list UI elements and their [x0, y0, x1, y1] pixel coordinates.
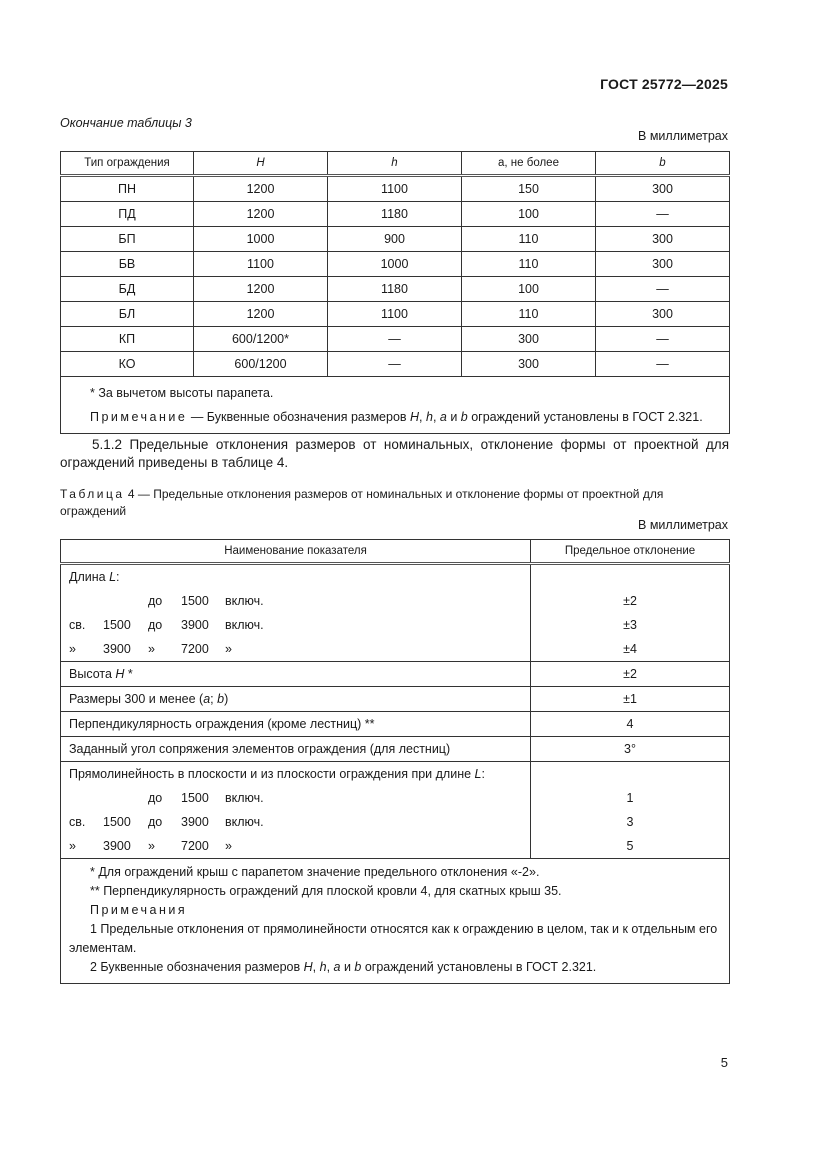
cell: 300	[596, 227, 730, 252]
page-number: 5	[720, 1055, 728, 1070]
table-row	[61, 352, 730, 377]
cell: ПН	[61, 176, 194, 202]
table-row	[61, 637, 730, 662]
table-row	[61, 810, 730, 834]
cell: 1000	[328, 252, 462, 277]
cell: КП	[61, 327, 194, 352]
cell: 300	[596, 252, 730, 277]
cell: 150	[462, 176, 596, 202]
cell: » 3900 » 7200 »	[61, 834, 531, 859]
cell: —	[596, 327, 730, 352]
cell: до 1500 включ.	[61, 589, 531, 613]
cell: Перпендикулярность ограждения (кроме лестниц) **	[61, 712, 531, 737]
cell: 1	[531, 786, 730, 810]
cell: БВ	[61, 252, 194, 277]
column-header: Наименование показателя	[61, 540, 531, 564]
cell: Прямолинейность в плоскости и из плоскости ограждения при длине L:	[61, 762, 531, 787]
cell: » 3900 » 7200 »	[61, 637, 531, 662]
cell: Длина L:	[61, 564, 531, 590]
table3-units: В миллиметрах	[638, 129, 728, 143]
cell: —	[596, 352, 730, 377]
cell: 3	[531, 810, 730, 834]
document-code: ГОСТ 25772—2025	[600, 76, 728, 92]
footnote: * Для ограждений крыш с парапетом значение предельного отклонения «-2».	[90, 865, 540, 879]
note: 1 Предельные отклонения от прямолинейности относятся как к ограждению в целом, так и к отдельным его элементам.	[69, 922, 718, 955]
cell: 100	[462, 277, 596, 302]
table-row	[61, 252, 730, 277]
cell: 5	[531, 834, 730, 859]
cell: 600/1200	[194, 352, 328, 377]
column-header: h	[328, 152, 462, 176]
cell: 1180	[328, 277, 462, 302]
cell: 110	[462, 252, 596, 277]
note: 2 Буквенные обозначения размеров H, h, a и b ограждений установлены в ГОСТ 2.321.	[90, 960, 597, 974]
cell: 1000	[194, 227, 328, 252]
column-header: Предельное отклонение	[531, 540, 730, 564]
table-row	[61, 277, 730, 302]
cell: ПД	[61, 202, 194, 227]
column-header: Тип ограждения	[61, 152, 194, 176]
table-header-row	[61, 152, 730, 176]
table-row	[61, 202, 730, 227]
cell: ±1	[531, 687, 730, 712]
cell: 300	[462, 352, 596, 377]
table-row	[61, 762, 730, 787]
column-header: a, не более	[462, 152, 596, 176]
footnote: * За вычетом высоты парапета.	[90, 386, 274, 400]
table4-caption: Таблица 4 — Предельные отклонения размеров от номинальных и отклонение формы от проектной для ограждений	[60, 487, 664, 518]
cell: 1100	[328, 302, 462, 327]
cell: 1180	[328, 202, 462, 227]
cell: 110	[462, 227, 596, 252]
table-row	[61, 712, 730, 737]
footnote: ** Перпендикулярность ограждений для плоской кровли 4, для скатных крыш 35.	[90, 884, 562, 898]
cell: Высота H *	[61, 662, 531, 687]
table3-caption: Окончание таблицы 3	[60, 116, 192, 130]
cell: 100	[462, 202, 596, 227]
cell: ±4	[531, 637, 730, 662]
cell: 1100	[194, 252, 328, 277]
cell: 110	[462, 302, 596, 327]
cell: 4	[531, 712, 730, 737]
table-row	[61, 613, 730, 637]
table4-units: В миллиметрах	[638, 518, 728, 532]
cell: ±3	[531, 613, 730, 637]
cell: КО	[61, 352, 194, 377]
cell: БД	[61, 277, 194, 302]
paragraph-5-1-2: 5.1.2 Предельные отклонения размеров от номинальных, отклонение формы от проектной для ограждений приведены в таблице 4.	[60, 437, 729, 470]
cell: —	[328, 327, 462, 352]
cell: БЛ	[61, 302, 194, 327]
cell: ±2	[531, 662, 730, 687]
cell: ±2	[531, 589, 730, 613]
table-row	[61, 662, 730, 687]
cell: 300	[462, 327, 596, 352]
cell: Заданный угол сопряжения элементов ограждения (для лестниц)	[61, 737, 531, 762]
cell	[531, 762, 730, 787]
table-footnotes	[61, 377, 730, 434]
cell: 1100	[328, 176, 462, 202]
table-4	[60, 539, 730, 984]
table-row	[61, 327, 730, 352]
column-header: H	[194, 152, 328, 176]
table-row	[61, 834, 730, 859]
table-row	[61, 302, 730, 327]
cell: 300	[596, 176, 730, 202]
cell: 1200	[194, 176, 328, 202]
column-header: b	[596, 152, 730, 176]
cell: 300	[596, 302, 730, 327]
table-header-row	[61, 540, 730, 564]
table-row	[61, 737, 730, 762]
table-row	[61, 564, 730, 590]
table-footnotes	[61, 859, 730, 984]
cell: 1200	[194, 302, 328, 327]
table-row	[61, 687, 730, 712]
cell: —	[596, 277, 730, 302]
table-row	[61, 176, 730, 202]
cell: 1200	[194, 277, 328, 302]
cell: до 1500 включ.	[61, 786, 531, 810]
cell: 1200	[194, 202, 328, 227]
table-row	[61, 589, 730, 613]
notes-label: Примечания	[90, 903, 188, 917]
cell: 3°	[531, 737, 730, 762]
cell: 900	[328, 227, 462, 252]
table-row	[61, 786, 730, 810]
cell: БП	[61, 227, 194, 252]
table-footer-row	[61, 859, 730, 984]
cell: 600/1200*	[194, 327, 328, 352]
cell: св. 1500 до 3900 включ.	[61, 613, 531, 637]
table-row	[61, 227, 730, 252]
note: Примечание — Буквенные обозначения размеров H, h, a и b ограждений установлены в ГОСТ 2.321.	[90, 410, 703, 424]
cell: св. 1500 до 3900 включ.	[61, 810, 531, 834]
table-3	[60, 151, 730, 434]
table-footer-row	[61, 377, 730, 434]
cell: —	[596, 202, 730, 227]
cell: —	[328, 352, 462, 377]
cell: Размеры 300 и менее (a; b)	[61, 687, 531, 712]
cell	[531, 564, 730, 590]
